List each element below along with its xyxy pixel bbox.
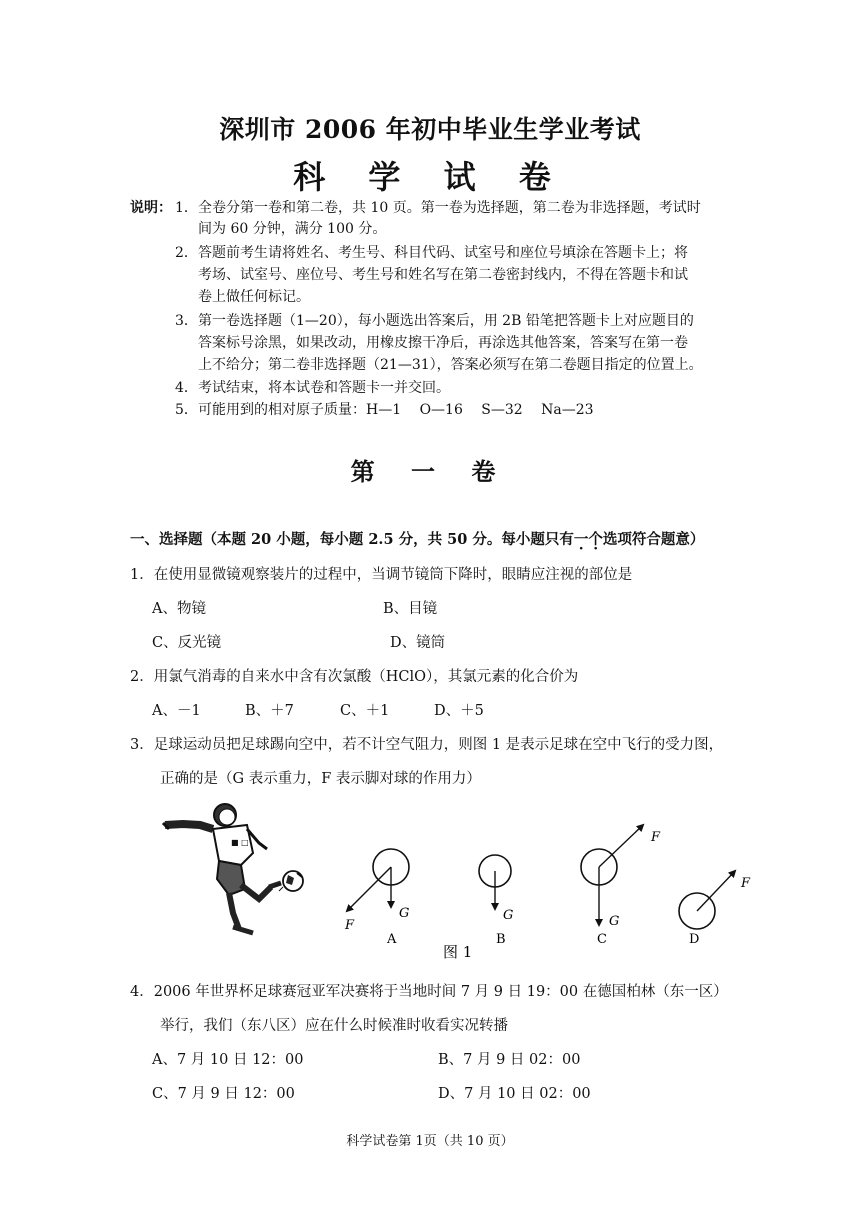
figure-option-c-diagram: [581, 825, 661, 947]
section-title: 第 一 卷: [350, 458, 510, 486]
exam-title: 深圳市 2006 年初中毕业生学业考试: [219, 115, 641, 144]
question-1-stem: 1．在使用显微镜观察装片的过程中，当调节镜筒下降时，眼睛应注视的部位是: [130, 567, 633, 583]
note-3-line-1: 第一卷选择题（1—20），每小题选出答案后，用 2B 铅笔把答题卡上对应题目的: [198, 313, 694, 329]
figure-a-label: A: [387, 932, 397, 947]
question-1-option-d: D、镜筒: [390, 635, 446, 651]
part-heading: [130, 528, 704, 549]
part-heading-before: 一、选择题（本题 20 小题，每小题 2.5 分，共 50 分。每小题只有: [130, 531, 574, 548]
figure-1: [155, 795, 775, 965]
question-2-stem: 2．用氯气消毒的自来水中含有次氯酸（HClO），其氯元素的化合价为: [130, 669, 579, 685]
question-4-option-d: D、7 月 10 日 02：00: [438, 1086, 591, 1102]
figure-b-label-g: G: [503, 908, 514, 923]
figure-c-label: C: [597, 932, 607, 947]
notes-label: 说明：: [130, 200, 172, 216]
figure-caption: 图 1: [443, 943, 473, 961]
note-1-number: 1．: [175, 200, 198, 216]
note-1-line-2: 间为 60 分钟，满分 100 分。: [198, 221, 387, 237]
figure-option-b-diagram: [479, 855, 513, 947]
exam-subtitle: 科 学 试 卷: [293, 158, 567, 196]
note-2-line-2: 考场、试室号、座位号、考生号和姓名写在第二卷密封线内，不得在答题卡和试: [198, 267, 688, 283]
note-4-number: 4．: [175, 380, 198, 396]
svg-text:■ □: ■ □: [231, 838, 249, 847]
part-heading-emphasis-2: 个: [588, 531, 603, 548]
question-2-option-a: A、－1: [152, 703, 201, 719]
note-4-line-1: 考试结束，将本试卷和答题卡一并交回。: [198, 380, 450, 396]
note-5-line-1: 可能用到的相对原子质量：H—1 O—16 S—32 Na—23: [198, 402, 594, 418]
question-3-stem-line-1: 3．足球运动员把足球踢向空中，若不计空气阻力，则图 1 是表示足球在空中飞行的受力图，: [130, 737, 724, 753]
note-2-line-3: 卷上做任何标记。: [198, 289, 310, 305]
note-1-line-1: 全卷分第一卷和第二卷，共 10 页。第一卷为选择题，第二卷为非选择题，考试时: [198, 200, 701, 216]
question-1-option-b: B、目镜: [383, 601, 438, 617]
note-2-number: 2．: [175, 245, 198, 261]
figure-b-label: B: [496, 932, 506, 947]
question-3-stem-line-2: 正确的是（G 表示重力，F 表示脚对球的作用力）: [160, 771, 481, 787]
soccer-player-illustration: [163, 804, 303, 933]
figure-a-label-f: F: [345, 918, 355, 933]
question-4-stem-line-2: 举行，我们（东八区）应在什么时候准时收看实况转播: [160, 1018, 508, 1034]
figure-c-label-g: G: [609, 914, 620, 929]
note-3-line-2: 答案标号涂黑，如果改动，用橡皮擦干净后，再涂选其他答案，答案写在第一卷: [198, 335, 688, 351]
figure-c-label-f: F: [651, 830, 661, 845]
question-2-option-c: C、＋1: [340, 703, 390, 719]
part-heading-emphasis-1: 一: [573, 531, 589, 548]
question-4-stem-line-1: 4．2006 年世界杯足球赛冠亚军决赛将于当地时间 7 月 9 日 19：00 在德国柏林（东一区）: [130, 984, 728, 1000]
question-1-option-a: A、物镜: [152, 601, 206, 617]
figure-d-label: D: [689, 932, 700, 947]
figure-option-d-diagram: [679, 871, 751, 947]
part-heading-after: 选项符合题意）: [602, 531, 705, 548]
question-4-option-b: B、7 月 9 日 02：00: [438, 1052, 581, 1068]
figure-d-label-f: F: [741, 876, 751, 891]
question-2-option-d: D、＋5: [434, 703, 484, 719]
question-4-option-a: A、7 月 10 日 12：00: [152, 1052, 304, 1068]
note-3-number: 3．: [175, 313, 198, 329]
question-1-option-c: C、反光镜: [152, 635, 222, 651]
note-5-number: 5．: [175, 402, 198, 418]
page-footer: 科学试卷第 1页（共 10 页）: [346, 1134, 514, 1149]
figure-option-a-diagram: [344, 849, 409, 947]
figure-a-label-g: G: [399, 906, 410, 921]
question-4-option-c: C、7 月 9 日 12：00: [152, 1086, 295, 1102]
note-3-line-3: 上不给分；第二卷非选择题（21—31），答案必须写在第二卷题目指定的位置上。: [198, 357, 703, 373]
note-2-line-1: 答题前考生请将姓名、考生号、科目代码、试室号和座位号填涂在答题卡上；将: [198, 245, 688, 261]
question-2-option-b: B、＋7: [245, 703, 294, 719]
